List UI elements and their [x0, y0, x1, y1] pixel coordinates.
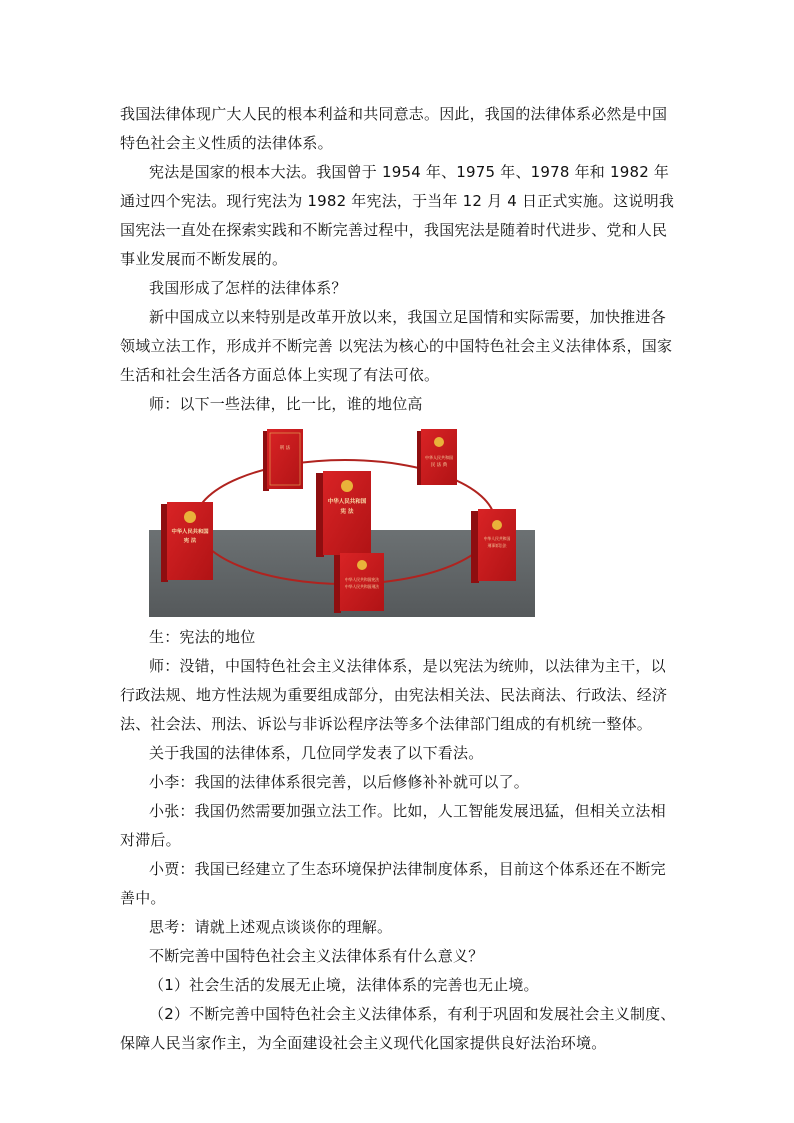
book-title-line2: 中华人民共和国刑法 — [344, 584, 380, 589]
book-title-line1: 中华人民共和国宪法 — [344, 577, 380, 582]
student-opinion: 小贾：我国已经建立了生态环境保护法律制度体系，目前这个体系还在不断完善中。 — [120, 860, 666, 907]
student-answer: 生：宪法的地位 — [149, 628, 256, 646]
book-bottom — [334, 553, 384, 613]
numbered-point: （1）社会生活的发展无止境，法律体系的完善也无止境。 — [149, 976, 539, 994]
book-center — [316, 471, 371, 557]
student-opinion: 小张：我国仍然需要加强立法工作。比如，人工智能发展迅猛，但相关立法相对滞后。 — [120, 802, 666, 849]
book-title-line1: 中华人民共和国 — [425, 455, 453, 460]
thinking-prompt: 思考：请就上述观点谈谈你的理解。 — [149, 918, 393, 936]
book-title-line2: 宪 法 — [340, 509, 354, 515]
book-top-right — [417, 429, 457, 485]
question-heading: 我国形成了怎样的法律体系？ — [149, 279, 347, 297]
book-title-line2: 刑事诉讼法 — [487, 543, 507, 548]
book-left — [161, 502, 213, 582]
book-title-line1: 中华人民共和国 — [483, 536, 511, 541]
book-title-line2: 民 法 典 — [430, 463, 448, 468]
book-title-line2: 宪 法 — [183, 538, 197, 544]
book-top-left — [263, 429, 303, 491]
document-page — [120, 100, 680, 1058]
student-opinion: 小李：我国的法律体系很完善，以后修修补补就可以了。 — [149, 773, 530, 791]
paragraph: 关于我国的法律体系，几位同学发表了以下看法。 — [149, 744, 484, 762]
book-title-line1: 中华人民共和国 — [171, 529, 209, 535]
book-title-line2: 刑 法 — [279, 446, 291, 451]
paragraph: 我国法律体现广大人民的根本利益和共同意志。因此，我国的法律体系必然是中国特色社会主义性质的法律体系。 — [120, 105, 668, 152]
book-title-line1: 中华人民共和国 — [327, 499, 367, 505]
teacher-prompt: 师：以下一些法律，比一比，谁的地位高 — [149, 395, 423, 413]
book-right — [471, 509, 516, 583]
paragraph: 宪法是国家的根本大法。我国曾于 1954 年、1975 年、1978 年和 1982 年通过四个宪法。现行宪法为 1982 年宪法，于当年 12 月 4 日正式实施。这说明我国宪法一直处在探索实践和不断完善过程中，我国宪法是随着时代进步、党和人民事业发展而不断发展的。 — [120, 163, 675, 268]
paragraph: 师：没错，中国特色社会主义法律体系，是以宪法为统帅，以法律为主干，以行政法规、地方性法规为重要组成部分，由宪法相关法、民法商法、行政法、经济法、社会法、刑法、诉讼与非诉讼程序法等多个法律部门组成的有机统一整体。 — [120, 657, 668, 733]
law-books-figure — [149, 427, 535, 617]
numbered-point: （2）不断完善中国特色社会主义法律体系，有利于巩固和发展社会主义制度、保障人民当家作主，为全面建设社会主义现代化国家提供良好法治环境。 — [120, 1005, 676, 1052]
paragraph: 新中国成立以来特别是改革开放以来，我国立足国情和实际需要，加快推进各领域立法工作，形成并不断完善 以宪法为核心的中国特色社会主义法律体系，国家生活和社会生活各方面总体上实现了有法可依。 — [120, 308, 673, 384]
question-heading: 不断完善中国特色社会主义法律体系有什么意义？ — [149, 947, 484, 965]
